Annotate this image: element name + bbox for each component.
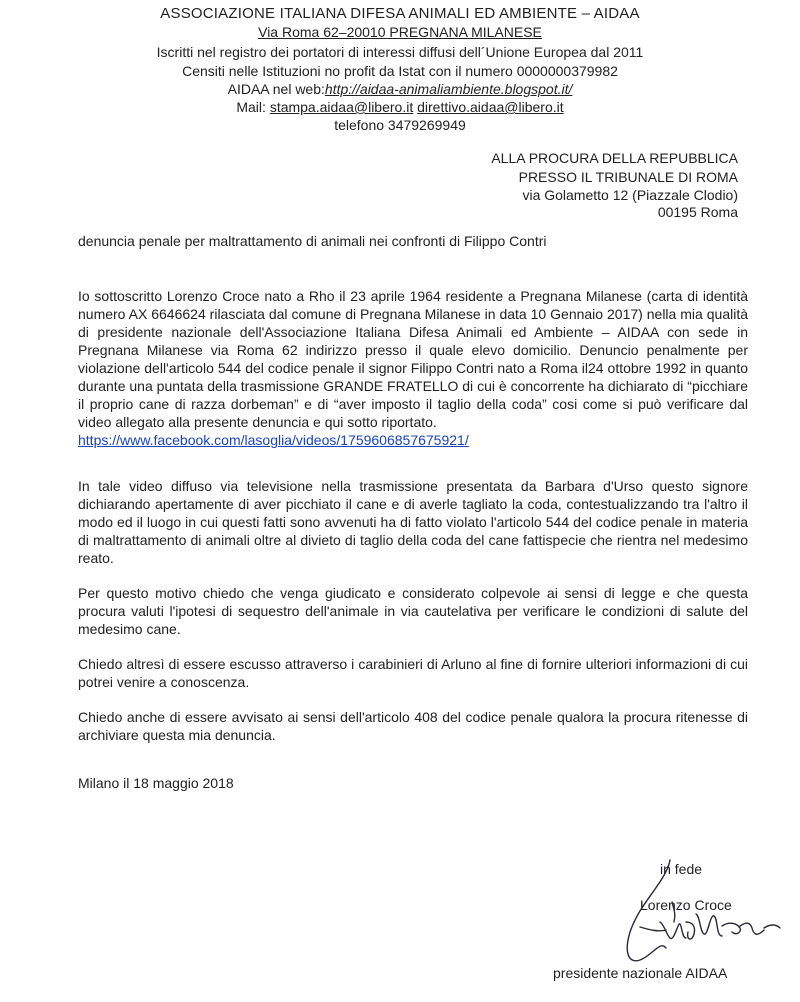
body-paragraph-2 bbox=[78, 477, 748, 567]
signatory-role: presidente nazionale AIDAA bbox=[553, 965, 728, 981]
body-paragraph-5-text: Chiedo anche di essere avvisato ai sensi dell'articolo 408 del codice penale qualora la procura ritenesse di archiviare questa mia denuncia. bbox=[78, 709, 748, 743]
in-fede-text: in fede bbox=[660, 861, 703, 877]
recipient-line-1: ALLA PROCURA DELLA REPUBBLICA bbox=[491, 150, 738, 166]
body-paragraph-5 bbox=[78, 708, 748, 744]
registry-line: Iscritti nel registro dei portatori di interessi diffusi dell´Unione Europea dal 2011 bbox=[156, 44, 644, 60]
mail-line bbox=[0, 99, 800, 115]
web-label: AIDAA nel web: bbox=[227, 81, 325, 97]
body-paragraph-4-text: Chiedo altresì di essere escusso attraverso i carabinieri di Arluno al fine di fornire ulteriori informazioni di cui potrei venire a conoscenza. bbox=[78, 656, 748, 690]
mail-link-stampa[interactable]: stampa.aidaa@libero.it bbox=[269, 99, 414, 115]
recipient-line-2: PRESSO IL TRIBUNALE DI ROMA bbox=[518, 169, 738, 185]
body-paragraph-4 bbox=[78, 655, 748, 691]
org-name: ASSOCIAZIONE ITALIANA DIFESA ANIMALI ED AMBIENTE – AIDAA bbox=[160, 5, 640, 22]
video-link[interactable]: https://www.facebook.com/lasoglia/videos/1759606857675921/ bbox=[78, 432, 469, 448]
mail-link-direttivo[interactable]: direttivo.aidaa@libero.it bbox=[417, 99, 564, 115]
body-paragraph-2-text: In tale video diffuso via televisione nella trasmissione presentata da Barbara d'Urso questo signore dichiarando apertamente di aver picchiato il cane e di averle tagliato la coda, contestualizzando tra l'altro il modo ed il luogo in cui questi fatti sono avvenuti ha di fatto violato l'articolo 544 del codice penale in materia di maltrattamento di animali oltre al divieto di taglio della coda del cane fattispecie che rientra nel medesimo reato. bbox=[78, 478, 748, 566]
istat-line: Censiti nelle Istituzioni no profit da Istat con il numero 0000000379982 bbox=[182, 63, 618, 79]
body-paragraph-3-text: Per questo motivo chiedo che venga giudicato e considerato colpevole ai sensi di legge e che questa procura valuti l'ipotesi di sequestro dell'animale in via cautelativa per verificare le condizioni di salute del medesimo cane. bbox=[78, 585, 748, 637]
recipient-line-4: 00195 Roma bbox=[657, 204, 738, 220]
subject-line: denuncia penale per maltrattamento di animali nei confronti di Filippo Contri bbox=[78, 233, 547, 249]
body-paragraph-1 bbox=[78, 287, 748, 449]
mail-label: Mail: bbox=[236, 99, 270, 115]
body-paragraph-3 bbox=[78, 584, 748, 638]
place-date: Milano il 18 maggio 2018 bbox=[78, 775, 234, 791]
web-line bbox=[0, 81, 800, 97]
org-address: Via Roma 62–20010 PREGNANA MILANESE bbox=[258, 24, 542, 40]
signatory-name: Lorenzo Croce bbox=[640, 897, 732, 913]
recipient-line-3: via Golametto 12 (Piazzale Clodio) bbox=[522, 187, 738, 203]
phone-line: telefono 3479269949 bbox=[334, 117, 466, 133]
body-paragraph-1-text: Io sottoscritto Lorenzo Croce nato a Rho il 23 aprile 1964 residente a Pregnana Milanese (carta di identità numero AX 6646624 rilasciata dal comune di Pregnana Milanese in data 10 Gennaio 2017) nella mia qualità di presidente nazionale dell'Associazione Italiana Difesa Animali ed Ambiente – AIDAA con sede in Pregnana Milanese via Roma 62 indirizzo presso il quale elevo domicilio. Denuncio penalmente per violazione dell'articolo 544 del codice penale il signor Filippo Contri nato a Roma il24 ottobre 1992 in quanto durante una puntata della trasmissione GRANDE FRATELLO di cui è concorrente ha dichiarato di “picchiare il proprio cane di razza dorbeman” e di “aver imposto il taglio della coda” cosi come si può verificare dal video allegato alla presente denuncia e qui sotto riportato. bbox=[78, 288, 748, 430]
web-link[interactable]: http://aidaa-animaliambiente.blogspot.it/ bbox=[324, 81, 573, 97]
